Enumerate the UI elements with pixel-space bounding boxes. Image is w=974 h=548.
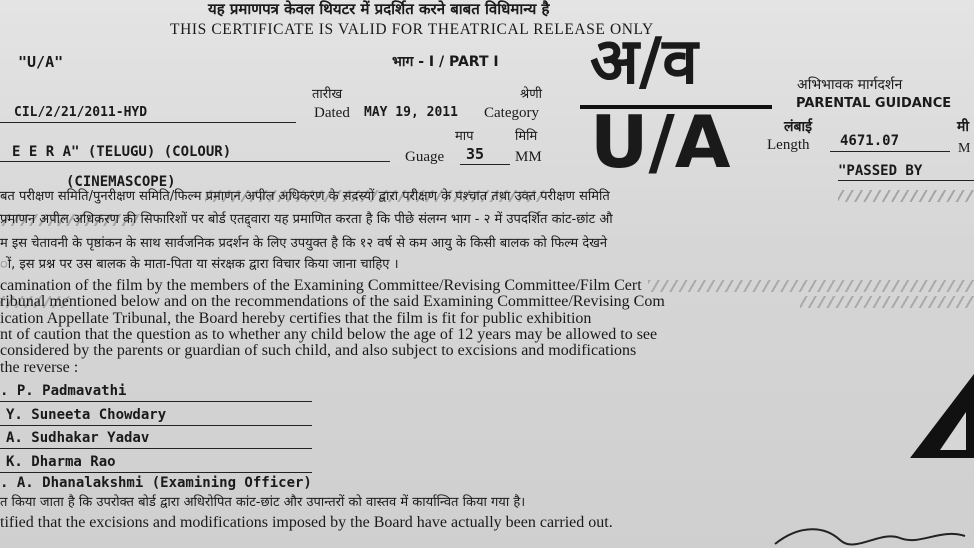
member-5: . A. Dhanalakshmi (Examining Officer) [0, 475, 312, 491]
hindi-body-line-2: प्रमाणन अपील अधिकरण की सिफारिशों पर बोर्ड एतद्द्वारा यह प्रमाणित करता है कि पीछे संलग्न भाग - २ में उपदर्शित कांट-छांट औ [0, 212, 613, 227]
film-format: (CINEMASCOPE) [66, 174, 176, 190]
english-body-line-6: the reverse : [0, 359, 79, 376]
length-label: Length [767, 137, 810, 153]
english-body-line-5: considered by the parents or guardian of such child, and also subject to excisions and modifications [0, 342, 637, 359]
guidance-hindi: अभिभावक मार्गदर्शन [797, 77, 903, 93]
member-4-rule [0, 472, 312, 473]
strike-hatching-6 [800, 296, 974, 308]
gauge-value: 35 [466, 145, 485, 163]
length-hindi: लंबाई [784, 119, 812, 135]
gauge-label: Guage [405, 149, 445, 165]
certificate-number: CIL/2/21/2011-HYD [14, 105, 148, 120]
rating-symbol-hindi: अ/व [590, 25, 698, 99]
length-unit-hindi: मी [957, 119, 969, 135]
member-4: K. Dharma Rao [6, 454, 116, 470]
strike-hatching-4 [648, 280, 974, 292]
certificate-number-rule [0, 122, 296, 123]
english-body-line-2: ribunal mentioned below and on the recommendations of the said Examining Committee/Revising Com [0, 293, 665, 310]
member-2: Y. Suneeta Chowdary [6, 407, 167, 423]
strike-hatching-3 [838, 190, 974, 202]
member-3: A. Sudhakar Yadav [6, 430, 150, 446]
date-value: MAY 19, 2011 [364, 105, 458, 120]
date-hindi: तारीख [312, 87, 343, 102]
gauge-hindi: माप [455, 129, 474, 144]
hindi-validity-note: यह प्रमाणपत्र केवल थियटर में प्रदर्शित करने बाबत विधिमान्य है [208, 0, 550, 18]
signature-mark [770, 520, 970, 548]
footer-english: tified that the excisions and modifications imposed by the Board have actually been carried out. [0, 514, 613, 531]
category-hindi: श्रेणी [520, 87, 542, 102]
length-unit: M [958, 141, 971, 156]
rating-symbol: U/A [590, 100, 731, 184]
gauge-rule [460, 164, 510, 165]
english-body-line-1: camination of the film by the members of the Examining Committee/Revising Committee/Film Cert [0, 277, 642, 294]
strike-hatching-5 [0, 296, 70, 308]
rating-code: "U/A" [18, 53, 64, 71]
mm-label: MM [515, 149, 542, 165]
film-title-rule [0, 161, 390, 162]
date-label: Dated [314, 105, 350, 121]
category-label: Category [484, 105, 539, 121]
english-body-line-4: nt of caution that the question as to whether any child below the age of 12 years may be allowed to see [0, 326, 658, 343]
member-1: . P. Padmavathi [0, 383, 127, 399]
hindi-body-line-3: म इस चेतावनी के पृष्ठांकन के साथ सार्वजनिक प्रदर्शन के लिए उपयुक्त है कि १२ वर्ष से कम आयु के किसी बालक को फिल्म देखने [0, 236, 608, 251]
film-title: E E R A" (TELUGU) (COLOUR) [12, 144, 232, 160]
member-2-rule [0, 425, 312, 426]
guidance-label: PARENTAL GUIDANCE [796, 96, 952, 111]
warning-triangle-icon [900, 370, 974, 462]
strike-hatching-1 [205, 190, 545, 202]
length-rule [830, 151, 950, 152]
mm-hindi: मिमि [515, 129, 538, 144]
member-3-rule [0, 448, 312, 449]
footer-hindi: त किया जाता है कि उपरोक्त बोर्ड द्वारा अधिरोपित कांट-छांट और उपान्तरों को वास्तव में कार्यान्वित किया गया है। [0, 495, 526, 510]
strike-hatching-2 [0, 214, 140, 226]
part-label: भाग - I / PART I [392, 54, 499, 70]
english-validity-note: THIS CERTIFICATE IS VALID FOR THEATRICAL RELEASE ONLY [170, 21, 654, 38]
passed-by-rule [838, 180, 974, 181]
hindi-body-line-1: बत परीक्षण समिति/पुनरीक्षण समिति/फिल्म प्रमाणन अपील अधिकरण के सदस्यों द्वारा परीक्षण के पश्चात तथा उक्त परीक्षण समिति [0, 189, 610, 204]
passed-by: "PASSED BY [838, 163, 923, 179]
english-body-line-3: ication Appellate Tribunal, the Board hereby certifies that the film is fit for public exhibition [0, 310, 592, 327]
length-value: 4671.07 [840, 133, 900, 149]
member-1-rule [0, 401, 312, 402]
hindi-body-line-4: ों, इस प्रश्न पर उस बालक के माता-पिता या संरक्षक द्वारा विचार किया जाना चाहिए । [0, 257, 399, 272]
